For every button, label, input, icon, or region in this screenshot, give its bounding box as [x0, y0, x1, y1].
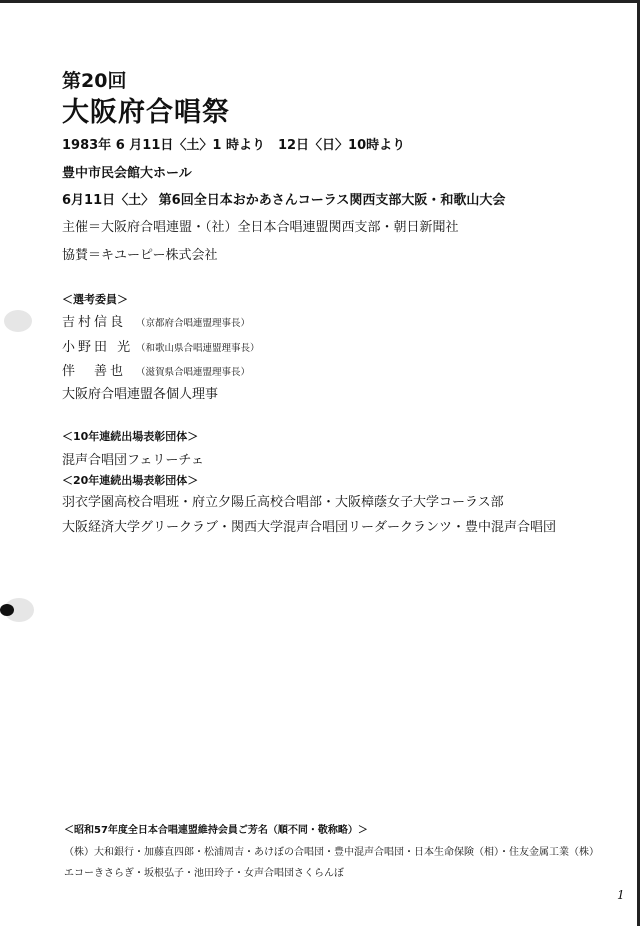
sponsor: 協賛＝キユーピー株式会社: [62, 248, 218, 263]
page-title: 大阪府合唱祭: [62, 97, 230, 128]
supporters-heading: ＜昭和57年度全日本合唱連盟維持会員ご芳名（順不同・敬称略）＞: [64, 825, 368, 836]
edition-label: 第20回: [62, 70, 127, 92]
judges-others: 大阪府合唱連盟各個人理事: [62, 387, 219, 402]
judge-name: 吉村信良: [62, 315, 127, 330]
judge-row: [62, 311, 250, 330]
judge-name: 小野田 光: [62, 340, 134, 355]
punch-hole-mark: [4, 598, 34, 622]
judge-role: （和歌山県合唱連盟理事長）: [136, 343, 260, 354]
twenty-year-groups-line: 大阪経済大学グリークラブ・関西大学混声合唱団リーダークランツ・豊中混声合唱団: [62, 520, 557, 535]
judge-row: [62, 336, 260, 355]
ten-year-groups: 混声合唱団フェリーチェ: [62, 453, 204, 468]
event-venue: 豊中市民会館大ホール: [62, 166, 192, 181]
judge-role: （滋賀県合唱連盟理事長）: [136, 367, 251, 378]
supporters-line: （株）大和銀行・加藤直四郎・松浦周吉・あけぼの合唱団・豊中混声合唱団・日本生命保険（相）・住友金属工業（株）: [64, 847, 599, 858]
judges-heading: ＜選考委員＞: [62, 293, 128, 306]
twenty-year-groups-line: 羽衣学園高校合唱班・府立夕陽丘高校合唱部・大阪樟蔭女子大学コーラス部: [62, 495, 504, 510]
organizers: 主催＝大阪府合唱連盟・（社）全日本合唱連盟関西支部・朝日新聞社: [62, 220, 459, 235]
page-border-top: [0, 0, 640, 3]
twenty-year-heading: ＜20年連続出場表彰団体＞: [62, 474, 199, 487]
punch-hole-mark: [4, 310, 32, 332]
judge-row: [62, 360, 250, 379]
judge-role: （京都府合唱連盟理事長）: [136, 318, 251, 329]
ten-year-heading: ＜10年連続出場表彰団体＞: [62, 430, 199, 443]
judge-name: 伴 善也: [62, 364, 127, 379]
concurrent-event: 6月11日〈土〉 第6回全日本おかあさんコーラス関西支部大阪・和歌山大会: [62, 193, 506, 208]
supporters-line: エコーきさらぎ・坂根弘子・池田玲子・女声合唱団さくらんぼ: [64, 868, 344, 879]
event-dates: 1983年 6 月11日〈土〉1 時より 12日〈日〉10時より: [62, 138, 406, 153]
page-number: 1: [617, 888, 625, 902]
